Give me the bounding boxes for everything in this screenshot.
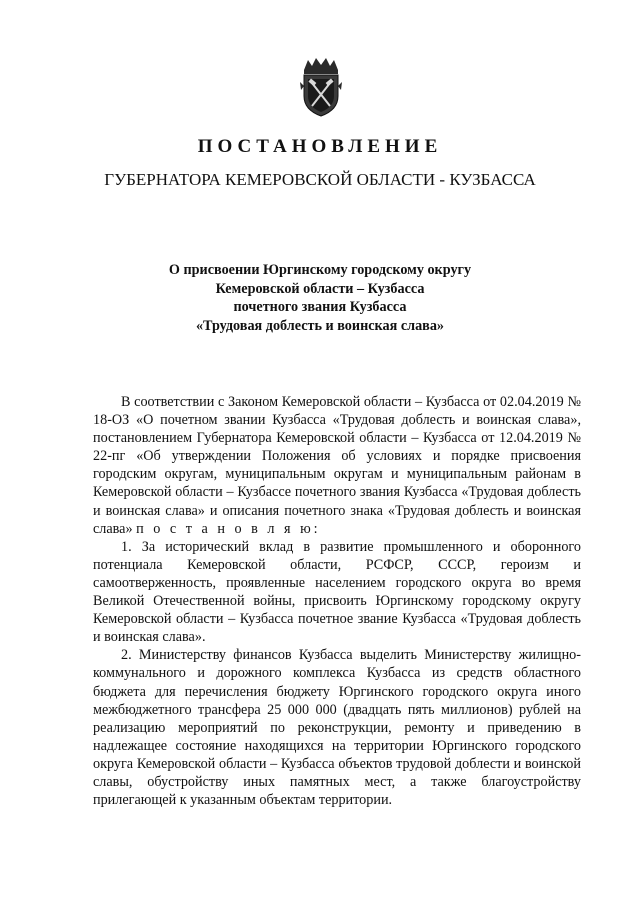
- coat-of-arms-emblem: [300, 56, 342, 118]
- item-1-paragraph: [93, 538, 581, 647]
- decree-word: п о с т а н о в л я ю:: [136, 520, 321, 537]
- item-2-paragraph: [93, 646, 581, 809]
- decree-title: [120, 261, 520, 335]
- title-line: О присвоении Юргинскому городскому округу: [168, 262, 472, 278]
- item-2-text: 2. Министерству финансов Кузбасса выделить Министерству жилищно-коммунального и дорожного комплекса Кузбасса из средств областного бюджета для перечисления бюджету Юргинского городского округа иного межбюджетного трансфера 25 000 000 (двадцать пять миллионов) рублей на реализацию мероприятий по реконструкции, ремонту и приведению в надлежащее состояние находящихся на территории Юргинского городского округа Кемеровской области – Кузбасса объектов трудовой доблести и воинской славы, обустройству иных памятных мест, а также благоустройству прилегающей к указанным объектам территории.: [93, 647, 581, 809]
- decree-body: [93, 393, 581, 809]
- title-line: «Трудовая доблесть и воинская слава»: [195, 317, 445, 334]
- item-1-text: 1. За исторический вклад в развитие промышленного и оборонного потенциала Кемеровской области, РСФСР, СССР, героизм и самоотверженность, проявленные населением городского округа во время Великой Отечественной войны, присвоить Юргинскому городскому округу Кемеровской области – Кузбасса почетное звание Кузбасса «Трудовая доблесть и воинская слава».: [93, 538, 581, 646]
- preamble-text: В соответствии с Законом Кемеровской области – Кузбасса от 02.04.2019 № 18-ОЗ «О почетном звании Кузбасса «Трудовая доблесть и воинская слава», постановлением Губернатора Кемеровской области – Кузбасса от 12.04.2019 № 22-пг «Об утверждении Положения об условиях и порядке присвоения городским округам, муниципальным округам и муниципальным районам в Кемеровской области – Кузбассе почетного звания Кузбасса «Трудовая доблесть и воинская слава» и описания почетного знака «Трудовая доблесть и воинская слава»: [93, 394, 581, 537]
- title-line: почетного звания Кузбасса: [233, 299, 407, 315]
- title-line: Кемеровской области – Кузбасса: [215, 280, 425, 297]
- issuer-heading: ГУБЕРНАТОРА КЕМЕРОВСКОЙ ОБЛАСТИ - КУЗБАССА: [104, 170, 536, 189]
- preamble-paragraph: [93, 393, 581, 538]
- document-type-heading: ПОСТАНОВЛЕНИЕ: [197, 136, 443, 157]
